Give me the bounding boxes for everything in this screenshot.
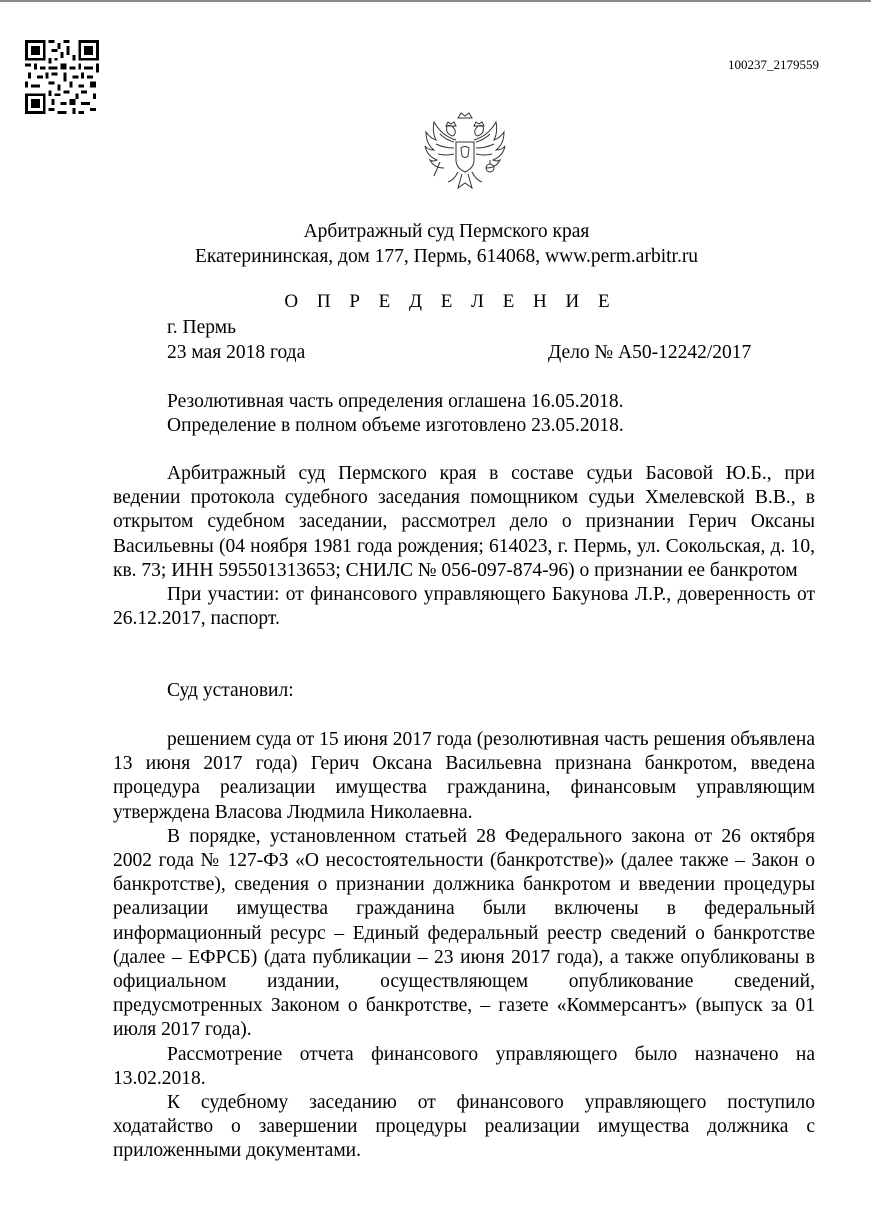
document-type-heading: О П Р Е Д Е Л Е Н И Е: [284, 291, 617, 312]
paragraph: При участии: от финансового управляющего Бакунова Л.Р., доверенность от 26.12.2017, паспорт.: [113, 584, 815, 630]
section-heading-wrap: [113, 679, 815, 703]
russian-coat-of-arms-icon: [420, 110, 510, 196]
paragraph: В порядке, установленном статьей 28 Федерального закона от 26 октября 2002 года № 127-ФЗ «О несостоятельности (банкротстве)» (далее также – Закон о банкротстве), сведения о признании должника банкротом и введении процедуры реализации имущества гражданина были включены в федеральный информационный ресурс – Единый федеральный реестр сведений о банкротстве (далее – ЕФРСБ) (дата публикации – 23 июня 2017 года), а также опубликованы в официальном издании, осуществляющем опубликование сведений, предусмотренных Законом о банкротстве, – газете «Коммерсантъ» (выпуск за 01 июля 2017 года).: [113, 825, 815, 1041]
paragraph: решением суда от 15 июня 2017 года (резолютивная часть решения объявлена 13 июня 2017 года) Герич Оксана Васильевна признана банкротом, введена процедура реализации имущества гражданина, финансовым управляющим утверждена Власова Людмила Николаевна.: [113, 729, 815, 823]
document-id: 100237_2179559: [728, 57, 819, 72]
top-border: [0, 0, 871, 2]
findings-section: [113, 728, 815, 1164]
qr-code-icon: [25, 40, 99, 114]
section-heading: Суд установил:: [167, 680, 294, 701]
case-number: Дело № А50-12242/2017: [548, 342, 752, 363]
city: г. Пермь: [167, 317, 236, 338]
paragraph: Арбитражный суд Пермского края в составе судьи Басовой Ю.Б., при ведении протокола судебного заседания помощником судьи Хмелевской В.В., в открытом судебном заседании, рассмотрел дело о признании Герич Оксаны Васильевны (04 ноября 1981 года рождения; 614023, г. Пермь, ул. Сокольская, д. 10, кв. 73; ИНН 595501313653; СНИЛС № 056-097-874-96) о признании ее банкротом: [113, 463, 815, 581]
production-note: Определение в полном объеме изготовлено 23.05.2018.: [167, 415, 624, 436]
paragraph: Рассмотрение отчета финансового управляющего было назначено на 13.02.2018.: [113, 1043, 815, 1089]
court-address: Екатерининская, дом 177, Пермь, 614068, www.perm.arbitr.ru: [194, 246, 699, 267]
document-date: 23 мая 2018 года: [167, 342, 306, 363]
paragraph: К судебному заседанию от финансового управляющего поступило ходатайство о завершении процедуры реализации имущества должника с приложенными документами.: [113, 1092, 815, 1162]
announcement-note: Резолютивная часть определения оглашена 16.05.2018.: [167, 391, 624, 412]
court-name: Арбитражный суд Пермского края: [303, 221, 590, 242]
intro-section: [113, 462, 815, 631]
